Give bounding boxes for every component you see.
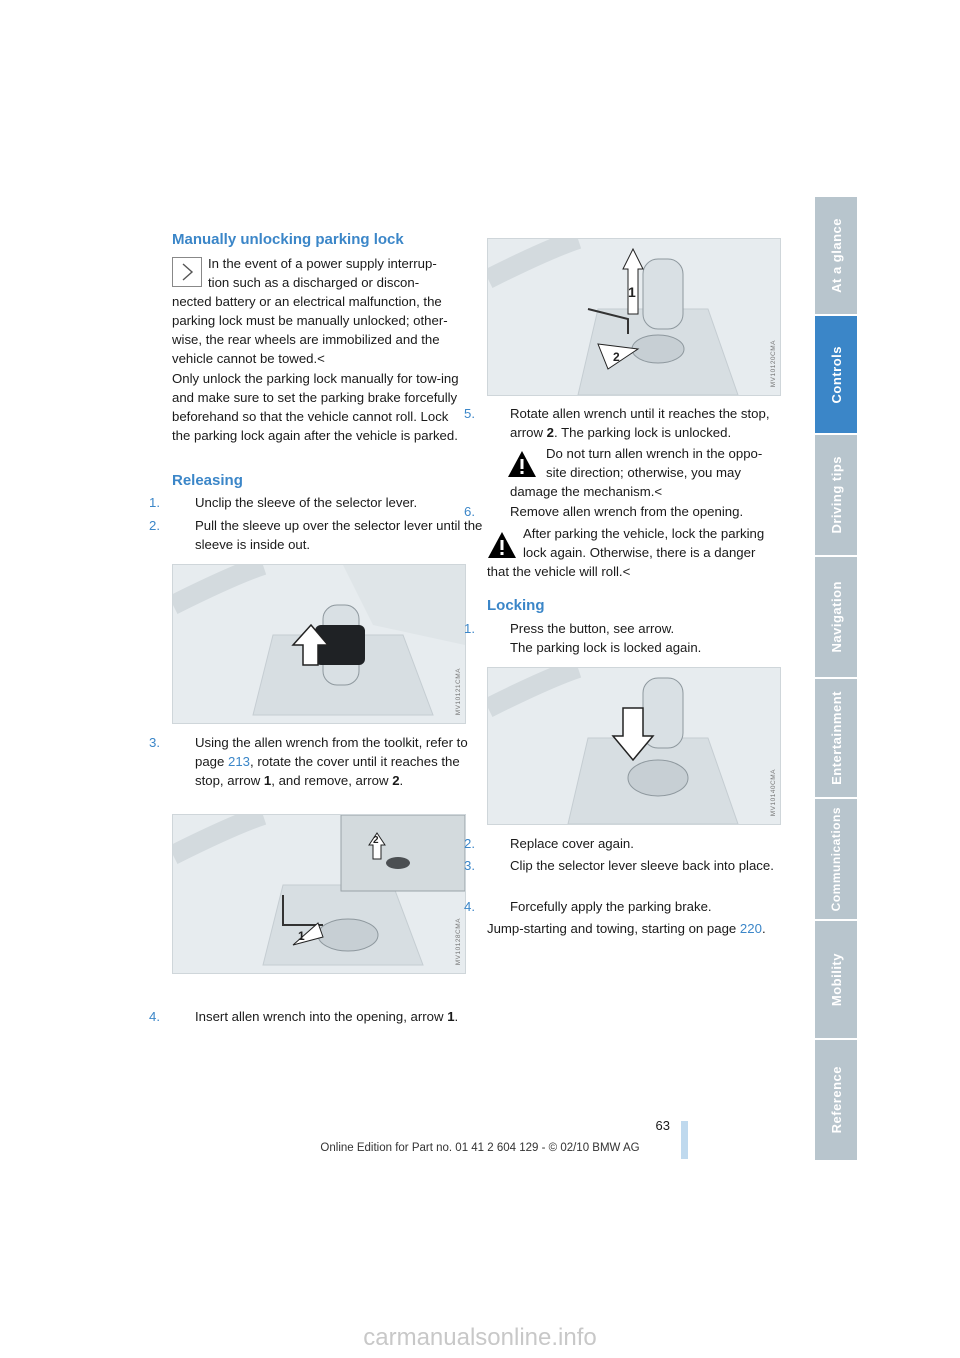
figure-sleeve-pull (172, 564, 466, 724)
lock-step-4: 4. Forcefully apply the parking brake. (464, 899, 712, 914)
lock-step-2: 2. Replace cover again. (464, 836, 634, 851)
fig2-arrow-1: 1 (298, 929, 305, 943)
warning-1-rest: damage the mechanism.< (510, 484, 663, 499)
intro-paragraph: Only unlock the parking lock manually for tow-ing and make sure to set the parking brake forcefully beforehand so that the vehicle cannot roll. Lock the parking lock again after the vehicle is parked. (172, 371, 459, 443)
footer-edition: Online Edition for Part no. 01 41 2 604 129 - © 02/10 BMW AG (320, 1142, 640, 1154)
release-step-4: 4. Insert allen wrench into the opening, arrow 1. (149, 1009, 459, 1024)
warning-icon (487, 530, 517, 560)
tab-navigation[interactable]: Navigation (815, 557, 857, 677)
figure-insert-wrench (487, 238, 781, 396)
page-number: 63 (655, 1118, 670, 1133)
warning-2-rest: that the vehicle will roll.< (487, 564, 631, 579)
release-step-3: 3. Using the allen wrench from the toolkit, refer to page 213, rotate the cover until it reaches the stop, arrow 1, and remove, arrow 2. (149, 735, 468, 788)
release-step-6: 6. Remove allen wrench from the opening. (464, 504, 744, 519)
figure-code: MV10128CMA (455, 917, 462, 965)
warning-2-line2: lock again. Otherwise, there is a danger (523, 545, 756, 560)
figure-code: MV10120CMA (770, 339, 777, 387)
fig2-arrow-2: 2 (373, 835, 379, 846)
figure-rotate-cover (172, 814, 466, 974)
locking-heading: Locking (487, 597, 545, 614)
chapter-tabs (815, 197, 857, 1160)
lock-step-1: 1. Press the button, see arrow. The parking lock is locked again. (464, 621, 702, 655)
figure-press-button-illustration (488, 668, 780, 824)
page-link-220[interactable]: 220 (739, 921, 762, 936)
warning-2-line1: After parking the vehicle, lock the parking (523, 526, 765, 541)
tab-at-a-glance[interactable]: At a glance (815, 197, 857, 314)
watermark: carmanualsonline.info (363, 1324, 597, 1351)
tab-controls[interactable]: Controls (815, 316, 857, 433)
releasing-heading: Releasing (172, 472, 243, 489)
tab-reference[interactable]: Reference (815, 1040, 857, 1160)
release-step-5: 5. Rotate allen wrench until it reaches the stop, arrow 2. The parking lock is unlocked. (464, 406, 770, 440)
figure-rotate-cover-illustration (173, 815, 465, 973)
figure-press-button (487, 667, 781, 825)
release-step-2: 2. Pull the sleeve up over the selector lever until the sleeve is inside out. (149, 518, 483, 552)
figure-code: MV10140CMA (770, 768, 777, 816)
figure-code: MV10121CMA (455, 667, 462, 715)
note-icon (172, 257, 202, 287)
warning-1-line1: Do not turn allen wrench in the oppo- (546, 446, 763, 461)
release-step-1: 1. Unclip the sleeve of the selector lever. (149, 495, 418, 510)
tab-mobility[interactable]: Mobility (815, 921, 857, 1038)
tab-driving-tips[interactable]: Driving tips (815, 435, 857, 555)
section-heading: Manually unlocking parking lock (172, 231, 404, 248)
intro-note-rest: nected battery or an electrical malfunction, the parking lock must be manually unlocked; other-wise, the rear wheels are immobilized and the vehicle cannot be towed.< (172, 294, 448, 366)
fig1-arrow-2: 2 (613, 350, 620, 364)
intro-note-line1: In the event of a power supply interrup- (208, 256, 437, 271)
warning-icon (507, 449, 537, 479)
figure-sleeve-pull-illustration (173, 565, 465, 723)
tab-entertainment[interactable]: Entertainment (815, 679, 857, 797)
figure-insert-wrench-illustration (488, 239, 780, 395)
warning-1-line2: site direction; otherwise, you may (546, 465, 741, 480)
fig1-arrow-1: 1 (628, 284, 636, 300)
page-link-213[interactable]: 213 (228, 754, 251, 769)
jump-start-reference: Jump-starting and towing, starting on page 220. (487, 921, 766, 936)
lock-step-3: 3. Clip the selector lever sleeve back into place. (464, 858, 774, 873)
intro-note-line2: tion such as a discharged or discon- (208, 275, 420, 290)
tab-communications[interactable]: Communications (815, 799, 857, 919)
